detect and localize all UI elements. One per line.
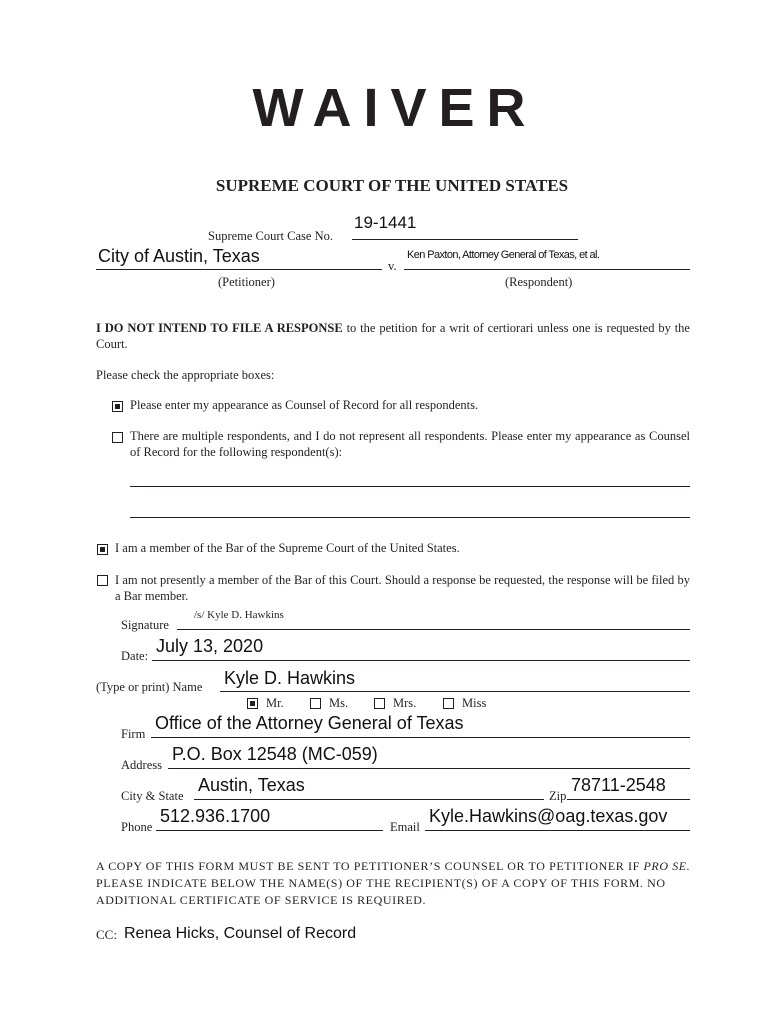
option-checkbox-multiple-respondents[interactable] <box>112 432 123 443</box>
name-value[interactable]: Kyle D. Hawkins <box>224 668 356 688</box>
petitioner-value[interactable]: City of Austin, Texas <box>98 246 260 266</box>
zip-label: Zip <box>549 789 567 803</box>
respondent-caption: (Respondent) <box>505 275 573 289</box>
versus-label: v. <box>388 259 397 273</box>
name-label: (Type or print) Name <box>96 680 203 694</box>
address-value[interactable]: P.O. Box 12548 (MC-059) <box>172 744 378 764</box>
form-title: WAIVER <box>252 78 538 138</box>
title-label-miss: Miss <box>462 696 487 710</box>
statement-paragraph <box>96 320 690 352</box>
phone-line <box>156 830 383 831</box>
firm-line <box>151 737 690 738</box>
title-checkbox-miss[interactable] <box>443 698 454 709</box>
case-number-label: Supreme Court Case No. <box>208 229 333 243</box>
email-label: Email <box>390 820 420 834</box>
case-number-line <box>352 239 578 240</box>
court-name: SUPREME COURT OF THE UNITED STATES <box>215 176 569 195</box>
title-label-mrs: Mrs. <box>393 696 417 710</box>
option-text-all-respondents: Please enter my appearance as Counsel of Record for all respondents. <box>130 398 479 412</box>
respondent-line <box>404 269 690 270</box>
notice-part-2: PLEASE INDICATE BELOW THE NAME(S) OF THE RECIPIENT(S) OF A COPY OF THIS FORM. NO ADDITIONAL CERTIFICATE OF SERVICE IS REQUIRED. <box>96 876 666 907</box>
cc-label: CC: <box>96 927 117 942</box>
option-checkbox-all-respondents[interactable] <box>112 401 123 412</box>
phone-label: Phone <box>121 820 153 834</box>
title-checkbox-mrs[interactable] <box>374 698 385 709</box>
zip-value[interactable]: 78711-2548 <box>571 775 666 795</box>
city-state-line <box>194 799 544 800</box>
date-value[interactable]: July 13, 2020 <box>156 636 264 656</box>
signature-value[interactable]: /s/ Kyle D. Hawkins <box>194 609 284 621</box>
respondent-value[interactable]: Ken Paxton, Attorney General of Texas, et al. <box>407 249 600 261</box>
city-state-label: City & State <box>121 789 184 803</box>
city-state-value[interactable]: Austin, Texas <box>198 775 305 795</box>
address-line <box>168 768 690 769</box>
notice-pro-se: PRO SE. <box>643 859 691 873</box>
date-label: Date: <box>121 649 149 663</box>
title-label-ms: Ms. <box>329 696 349 710</box>
bar-member-text: I am a member of the Bar of the Supreme Court of the United States. <box>115 541 460 555</box>
email-value[interactable]: Kyle.Hawkins@oag.texas.gov <box>429 806 668 826</box>
notice-part-1: A COPY OF THIS FORM MUST BE SENT TO PETITIONER’S COUNSEL OR TO PETITIONER IF <box>96 859 644 873</box>
statement-bold: I DO NOT INTEND TO FILE A RESPONSE <box>96 321 343 335</box>
firm-label: Firm <box>121 727 146 741</box>
option-text-multiple-respondents: There are multiple respondents, and I do not represent all respondents. Please enter my appearance as Counsel of Record for the following respondent(s): <box>130 429 690 459</box>
not-bar-member-checkbox[interactable] <box>97 575 108 586</box>
respondents-line-1[interactable] <box>130 486 690 487</box>
copy-notice <box>96 858 696 909</box>
zip-line <box>567 799 690 800</box>
petitioner-line <box>96 269 382 270</box>
date-line <box>152 660 690 661</box>
petitioner-caption: (Petitioner) <box>218 275 275 289</box>
not-bar-member-text: I am not presently a member of the Bar of this Court. Should a response be requested, the response will be filed by a Bar member. <box>115 573 690 603</box>
signature-line <box>177 629 690 630</box>
phone-value[interactable]: 512.936.1700 <box>160 806 271 826</box>
title-checkbox-mr[interactable] <box>247 698 258 709</box>
respondents-line-2[interactable] <box>130 517 690 518</box>
signature-label: Signature <box>121 618 169 632</box>
email-line <box>425 830 690 831</box>
title-checkbox-ms[interactable] <box>310 698 321 709</box>
name-line <box>220 691 690 692</box>
statement-text: to the petition for a writ of certiorari unless one is requested by the Court. <box>96 321 690 351</box>
title-label-mr: Mr. <box>266 696 284 710</box>
address-label: Address <box>121 758 162 772</box>
bar-member-checkbox[interactable] <box>97 544 108 555</box>
cc-value[interactable]: Renea Hicks, Counsel of Record <box>124 925 357 942</box>
firm-value[interactable]: Office of the Attorney General of Texas <box>155 713 464 733</box>
instructions-text: Please check the appropriate boxes: <box>96 368 275 382</box>
case-number-value[interactable]: 19-1441 <box>354 213 417 232</box>
